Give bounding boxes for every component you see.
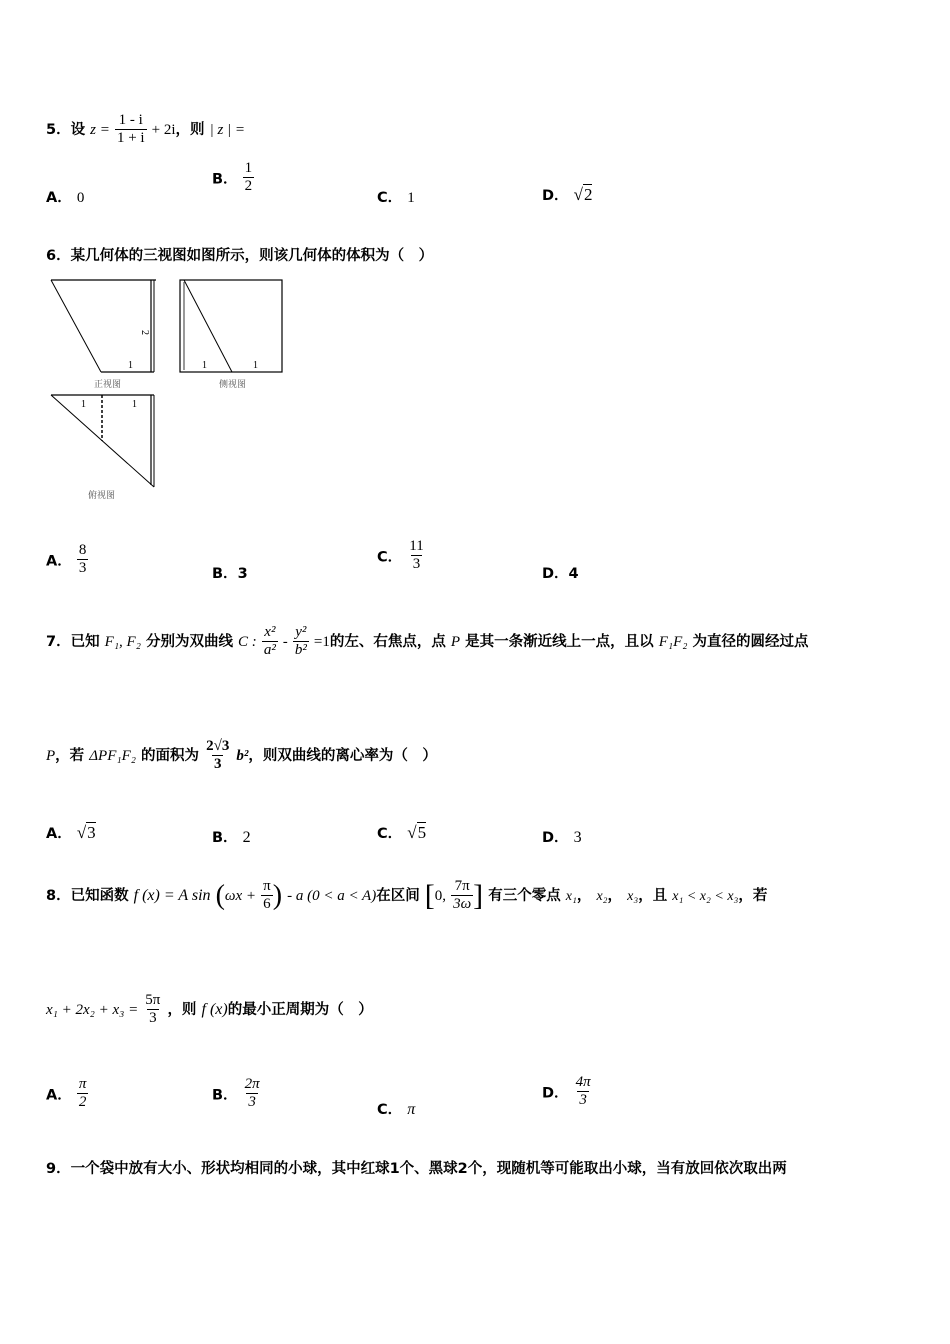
q6-option-b: B．3 — [212, 566, 248, 582]
three-view-figure — [46, 275, 296, 505]
q5-option-d: D． √2 — [542, 185, 593, 204]
top-dim-left: 1 — [81, 399, 86, 410]
front-view — [51, 280, 156, 390]
q6-option-a: A． $\frac{8}{3}$ — [46, 542, 87, 577]
top-view — [51, 395, 154, 501]
question-9-stem: 9．一个袋中放有大小、形状均相同的小球，其中红球1个、黑球2个，现随机等可能取出小球，当有放回依次取出两 — [46, 1161, 787, 1177]
q7-option-d: D． 3 — [542, 829, 582, 846]
front-dim-height: 2 — [139, 330, 150, 335]
q5-fraction: $\frac{1 - i}{1 + i}$ — [116, 112, 145, 147]
front-dim-base: 1 — [128, 360, 133, 371]
side-view — [180, 280, 282, 390]
side-dim-right: 1 — [253, 360, 258, 371]
top-dim-right: 1 — [132, 399, 137, 410]
question-8-line-2: x₁ + 2x₂ + x₃ = $\frac{5\pi}{3}$ ，则 f (x)的最小正周期为（ ） — [46, 992, 373, 1027]
question-6-stem: 6．某几何体的三视图如图所示，则该几何体的体积为（ ） — [46, 248, 434, 264]
question-7-line-1: 7．已知 F₁, F₂ 分别为双曲线 C : $\frac{\text{x²}}{\text{a²}}$ - $\frac{\text{y²}}{\text{b²}}$ =1的左、右焦点，点 P 是其一条渐近线上一点，且以 F₁F₂ 为直径的圆经过点 — [46, 624, 809, 659]
q5-option-c: C． 1 — [377, 190, 415, 206]
q7-option-a: A． √3 — [46, 823, 96, 842]
question-8-line-1: 8．已知函数 f (x) = A sin (ωx + $\frac{\pi}{6}$ ) - a (0 < a < A)在区间 [0, $\frac{7\pi}{3\omega}$ ] 有三个零点 x₁， x₂， x₃，且 x₁ < x₂ < x₃，若 — [46, 878, 768, 913]
q6-option-c: C． $\frac{11}{3}$ — [377, 538, 424, 573]
question-7-line-2: P，若 ΔPF₁F₂ 的面积为 $\frac{2√3}{3}$ b²，则双曲线的离心率为（ ） — [46, 738, 437, 773]
q8-option-a: A． $\frac{\pi}{2}$ — [46, 1076, 87, 1111]
q6-option-d: D．4 — [542, 566, 579, 582]
side-dim-left: 1 — [202, 360, 207, 371]
question-5-stem: 5．设 z = $\frac{1 - i}{1 + i}$ + 2i，则 | z | = — [46, 112, 246, 147]
q7-option-c: C． √5 — [377, 823, 427, 842]
top-view-label: 俯视图 — [88, 491, 116, 501]
side-view-label: 侧视图 — [219, 380, 247, 390]
q7-option-b: B． 2 — [212, 829, 251, 846]
q5-option-b: B． $\frac{1}{2}$ — [212, 160, 253, 195]
q5-option-a: A． 0 — [46, 190, 85, 206]
front-view-label: 正视图 — [94, 380, 122, 390]
q8-option-d: D． $\frac{4\pi}{3}$ — [542, 1074, 591, 1109]
q8-option-c: C． π — [377, 1101, 416, 1118]
q8-option-b: B． $\frac{2\pi}{3}$ — [212, 1076, 260, 1111]
